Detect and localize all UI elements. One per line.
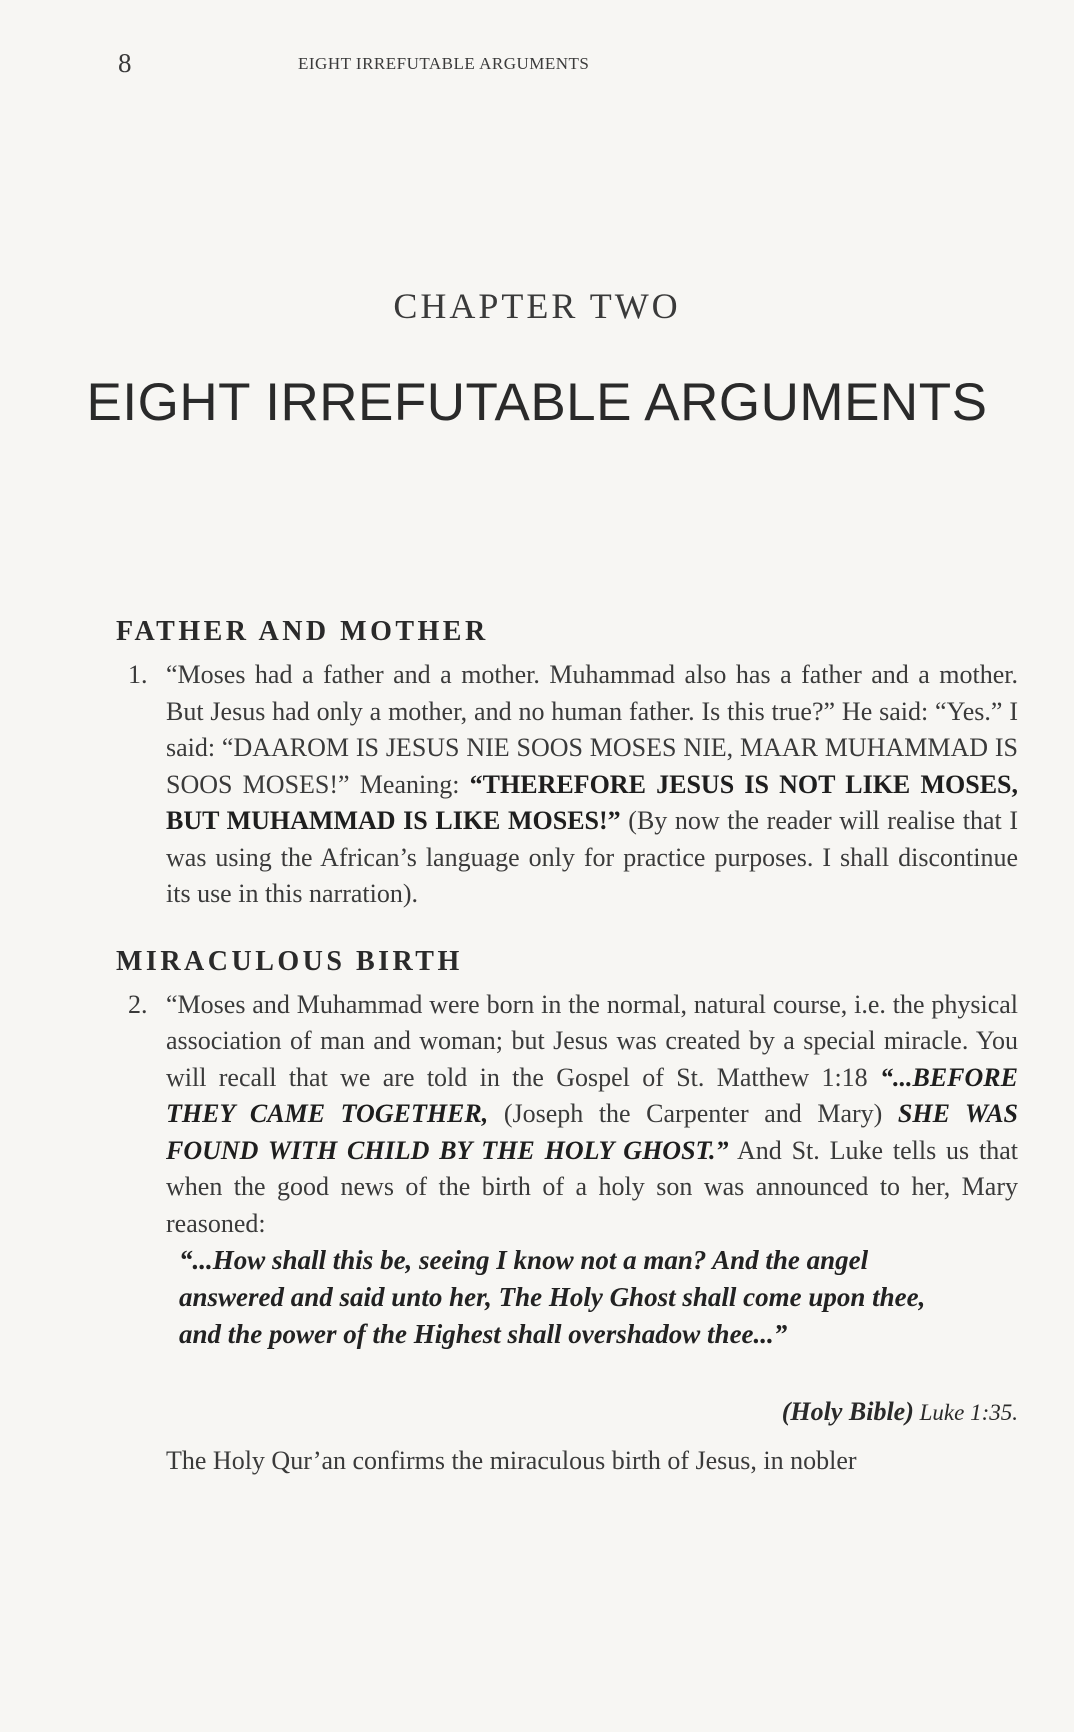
section-father-and-mother [116, 615, 1018, 913]
closing-paragraph: The Holy Qur’an confirms the miraculous birth of Jesus, in nobler [166, 1446, 857, 1475]
numbered-paragraph [116, 987, 1018, 1243]
paragraph-number: 2. [128, 989, 148, 1019]
citation-source: (Holy Bible) [781, 1397, 914, 1426]
running-header [118, 48, 1014, 78]
section-miraculous-birth [116, 945, 1018, 1480]
citation [116, 1397, 1018, 1427]
running-title: EIGHT IRREFUTABLE ARGUMENTS [298, 54, 590, 73]
chapter-label: CHAPTER TWO [393, 286, 681, 326]
section-heading: MIRACULOUS BIRTH [116, 945, 463, 977]
bold-emphasis: “THEREFORE JESUS IS NOT LIKE MOSES, BUT MUHAMMAD IS LIKE MOSES!” [166, 769, 1018, 835]
citation-reference: Luke 1:35. [913, 1400, 1018, 1425]
paragraph-text: (Joseph the Carpenter and Mary) [488, 1099, 898, 1128]
page-content [116, 615, 1018, 1506]
block-quote: “...How shall this be, seeing I know not a man? And the angel answered and said unto her, The Holy Ghost shall come upon thee, and the power of the Highest shall overshadow thee...” [179, 1245, 926, 1349]
section-heading: FATHER AND MOTHER [116, 616, 489, 647]
paragraph-text: And St. Luke tells us that when the good news of the birth of a holy son was announced to her, Mary reasoned: [166, 1135, 1018, 1238]
paragraph-text: (By now the reader will realise that I was using the African’s language only for practice purposes. I shall discontinue its use in this narration). [166, 806, 1018, 908]
chapter-title: EIGHT IRREFUTABLE ARGUMENTS [86, 373, 988, 432]
scripture-emphasis: SHE WAS FOUND WITH CHILD BY THE HOLY GHOST.” [166, 1099, 1019, 1165]
page-number: 8 [118, 48, 132, 78]
paragraph-text: “Moses and Muhammad were born in the normal, natural course, i.e. the physical association of man and woman; but Jesus was created by a special miracle. You will recall that we are told in the Gospel of St. Matthew 1:18 [166, 989, 1018, 1092]
paragraph-number: 1. [128, 660, 148, 689]
scripture-emphasis: “...BEFORE THEY CAME TOGETHER, [166, 1062, 1018, 1128]
numbered-paragraph [116, 657, 1018, 913]
paragraph-text: “Moses had a father and a mother. Muhammad also has a father and a mother. But Jesus had only a mother, and no human father. Is this true?” He said: “Yes.” I said: “DAAROM IS JESUS NIE SOOS MOSES NIE, MAAR MUHAMMAD IS SOOS MOSES!” Meaning: [166, 660, 1018, 799]
